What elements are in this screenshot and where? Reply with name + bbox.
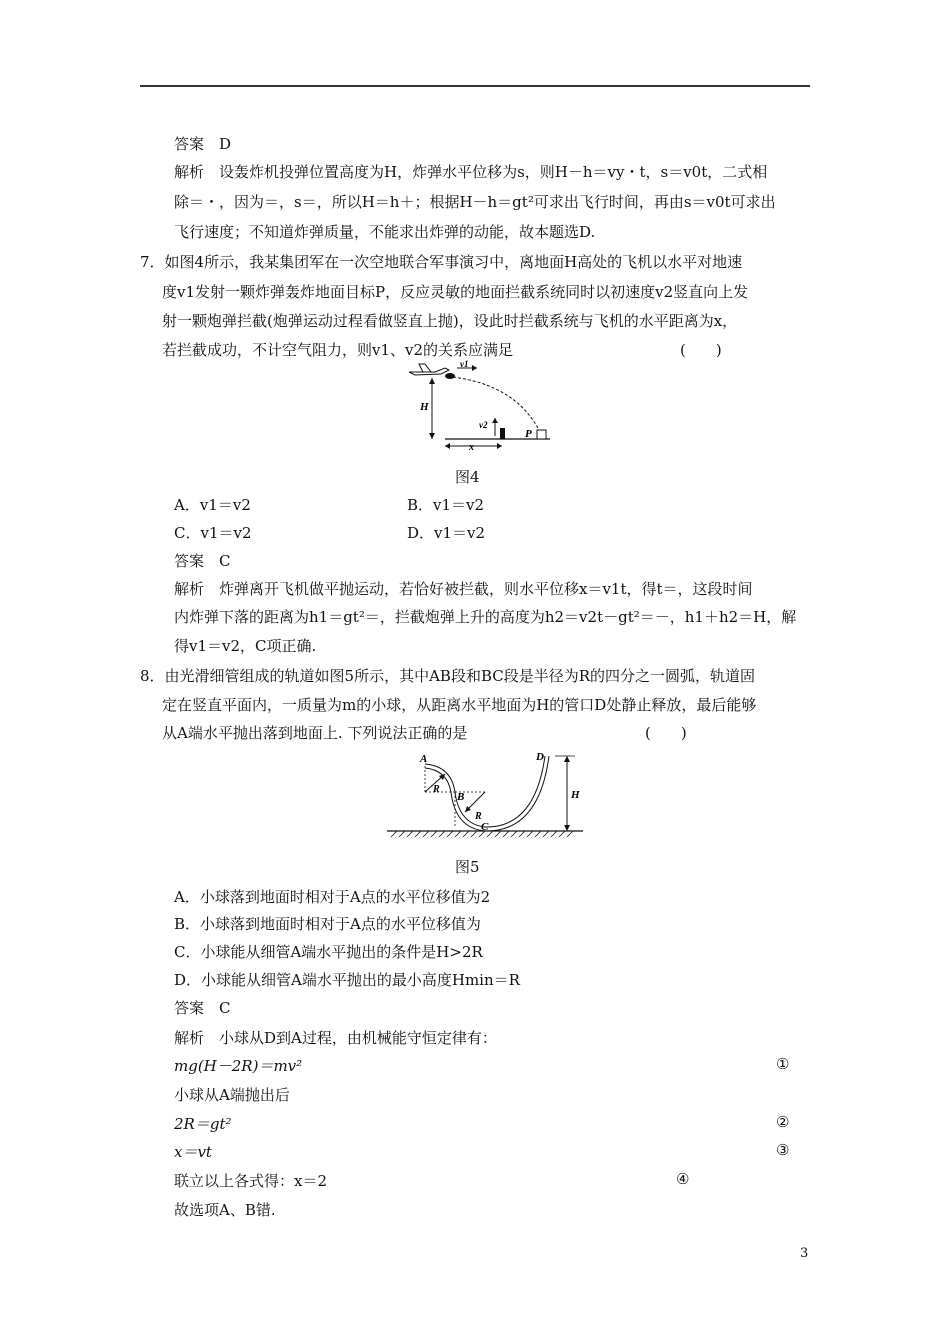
fig4-label-v2: v2 — [479, 420, 488, 430]
airplane-icon — [409, 364, 449, 375]
fig5-caption: 图5 — [455, 858, 480, 876]
bomb-icon — [445, 373, 455, 379]
fig5-label-R1: R — [433, 784, 440, 795]
q8-stem-line-3: 从A端水平抛出落到地面上. 下列说法正确的是 — [162, 724, 468, 742]
fig5-label-H: H — [571, 789, 580, 801]
q8-option-c: C．小球能从细管A端水平抛出的条件是H>2R — [174, 943, 483, 961]
target-p-icon — [537, 430, 546, 439]
figure-4 — [405, 360, 555, 450]
q7-option-b: B．v1＝v2 — [407, 496, 485, 514]
q7-analysis-line-3: 得v1＝v2，C项正确. — [174, 637, 317, 655]
q8-analysis-intro: 解析 小球从D到A过程，由机械能守恒定律有： — [174, 1029, 497, 1047]
q8-option-d: D．小球能从细管A端水平抛出的最小高度Hmin＝R — [174, 971, 520, 989]
q7-option-c: C．v1＝v2 — [174, 524, 252, 542]
fig5-label-C: C — [481, 821, 489, 833]
fig5-label-R2: R — [475, 811, 482, 822]
q7-answer: 答案 C — [174, 552, 231, 570]
q7-option-a: A．v1＝v2 — [174, 496, 251, 514]
q8-eq2-number: ② — [776, 1113, 790, 1131]
q7-stem-line-1: 7．如图4所示，我某集团军在一次空地联合军事演习中，离地面H高处的飞机以水平对地速 — [140, 253, 743, 271]
fig4-label-x: x — [469, 442, 474, 450]
q8-eq4-number: ④ — [676, 1170, 690, 1188]
q8-option-a: A．小球落到地面时相对于A点的水平位移值为2 — [174, 888, 491, 906]
tube-track — [425, 756, 549, 831]
q8-eq3-number: ③ — [776, 1141, 790, 1159]
q8-eq1: mg(H－2R)＝mv² — [174, 1057, 303, 1075]
q8-eq4: 联立以上各式得：x＝2 — [174, 1172, 328, 1190]
q7-analysis-line-1: 解析 炸弹离开飞机做平抛运动，若恰好被拦截，则水平位移x＝v1t，得t＝，这段时间 — [174, 580, 753, 598]
q7-analysis-line-2: 内炸弹下落的距离为h1＝gt²＝，拦截炮弹上升的高度为h2＝v2t－gt²＝－，h1＋h2＝H，解 — [174, 608, 797, 626]
q7-answer-bracket: ( ) — [680, 341, 722, 359]
q8-after-eq1: 小球从A端抛出后 — [174, 1086, 290, 1104]
fig4-caption: 图4 — [455, 468, 480, 486]
fig4-label-H: H — [420, 401, 429, 413]
prev-answer: 答案 D — [174, 135, 232, 153]
q8-stem-line-1: 8．由光滑细管组成的轨道如图5所示，其中AB段和BC段是半径为R的四分之一圆弧，轨道固 — [140, 667, 756, 685]
q7-stem-line-3: 射一颗炮弹拦截(炮弹运动过程看做竖直上抛)，设此时拦截系统与飞机的水平距离为x， — [162, 312, 738, 330]
q8-answer-bracket: ( ) — [645, 724, 687, 742]
header-rule — [140, 85, 810, 87]
q8-eq1-number: ① — [776, 1055, 790, 1073]
prev-analysis-line-1: 解析 设轰炸机投弹位置高度为H，炸弹水平位移为s，则H－h＝vy・t，s＝v0t，二式相 — [174, 163, 768, 181]
q7-stem-line-2: 度v1发射一颗炸弹轰炸地面目标P，反应灵敏的地面拦截系统同时以初速度v2竖直向上发 — [162, 283, 749, 301]
fig5-label-A: A — [420, 753, 428, 765]
fig5-label-D: D — [536, 751, 544, 763]
page-number: 3 — [800, 1246, 809, 1261]
prev-analysis-line-2: 除＝・，因为＝，s＝，所以H＝h＋；根据H－h＝gt²可求出飞行时间，再由s＝v0t可求出 — [174, 193, 776, 211]
fig4-label-P: P — [525, 428, 532, 440]
prev-analysis-line-3: 飞行速度；不知道炸弹质量，不能求出炸弹的动能，故本题选D. — [174, 223, 596, 241]
q7-option-d: D．v1＝v2 — [407, 524, 486, 542]
interceptor-icon — [500, 428, 505, 439]
q8-conclusion: 故选项A、B错. — [174, 1201, 276, 1219]
fig5-label-B: B — [457, 791, 465, 803]
fig4-label-v1: v1 — [460, 360, 469, 369]
q8-answer: 答案 C — [174, 999, 231, 1017]
figure-5 — [385, 748, 585, 840]
q8-eq2: 2R＝gt² — [174, 1115, 232, 1133]
q8-option-b: B．小球落到地面时相对于A点的水平位移值为 — [174, 915, 481, 933]
q8-stem-line-2: 定在竖直平面内，一质量为m的小球，从距离水平地面为H的管口D处静止释放，最后能够 — [162, 696, 757, 714]
q7-stem-line-4: 若拦截成功，不计空气阻力，则v1、v2的关系应满足 — [162, 341, 514, 359]
q8-eq3: x＝vt — [174, 1143, 212, 1161]
